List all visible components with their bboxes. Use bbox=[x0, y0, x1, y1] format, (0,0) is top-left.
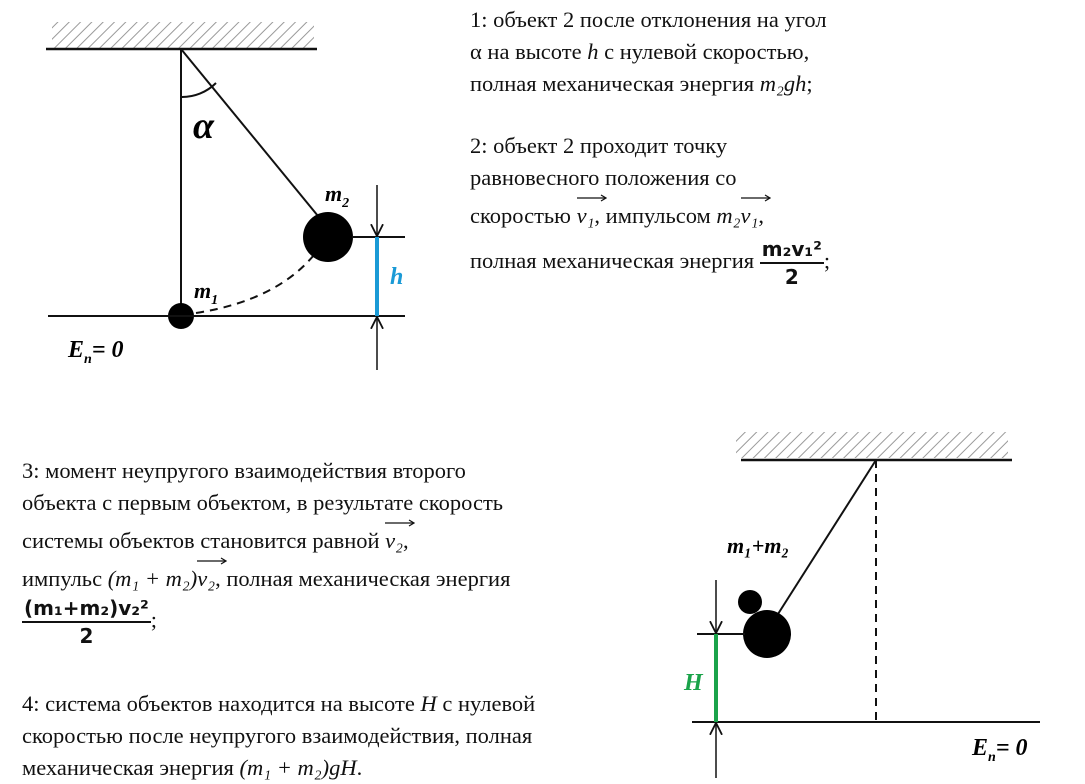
ball-combined-small bbox=[738, 590, 762, 614]
step-1-line-1: 1: объект 2 после отклонения на угол bbox=[470, 7, 827, 32]
m2-label: $m_2$ bbox=[325, 181, 350, 211]
alpha-label: α bbox=[193, 105, 215, 147]
step-3-line-1: 3: момент неупругого взаимодействия второго bbox=[22, 458, 466, 483]
step-3-line-5: $\frac{\text{(m₁+m₂)v₂²}}{2}$ ; bbox=[24, 596, 158, 648]
step-2-line-2: равновесного положения со bbox=[470, 165, 737, 190]
step-4-line-2: скоростью после неупругого взаимодействия, полная bbox=[22, 723, 533, 748]
pendulum-diagram-2 bbox=[683, 432, 1040, 778]
step-1-line-3: полная механическая энергия m₂gh; bbox=[470, 71, 813, 96]
vector-v1: v₁ bbox=[577, 194, 595, 232]
kinetic-energy-fraction-1: $\frac{\text{m₂v₁²}}{2}$ bbox=[761, 237, 822, 289]
step-3-line-3: системы объектов становится равной v₂, bbox=[22, 519, 510, 557]
deflected-string-2 bbox=[778, 460, 876, 614]
h-label: h bbox=[390, 264, 404, 290]
vector-v2-momentum: v₂ bbox=[197, 557, 215, 595]
vector-v1-momentum: v₁ bbox=[741, 194, 759, 232]
potential-zero-label-1: $E_п= 0$ bbox=[68, 337, 124, 367]
H-label: H bbox=[684, 670, 703, 696]
pendulum-diagram-1 bbox=[46, 22, 405, 370]
step-2-line-1: 2: объект 2 проходит точку bbox=[470, 133, 728, 158]
step-3-text bbox=[22, 455, 510, 649]
step-1-text bbox=[470, 4, 827, 100]
step-3-line-2: объекта с первым объектом, в результате скорость bbox=[22, 490, 504, 515]
ball-combined-large bbox=[743, 610, 791, 658]
step-4-line-3: механическая энергия (m₁ + m₂)gH. bbox=[22, 755, 363, 780]
step-3-line-4: импульс (m₁ + m₂) v₂, полная механическая энергия bbox=[22, 557, 510, 595]
step-4-text bbox=[22, 688, 535, 784]
vector-v2: v₂ bbox=[385, 519, 403, 557]
step-2-text bbox=[470, 130, 830, 290]
step-4-line-1: 4: система объектов находится на высоте H с нулевой bbox=[22, 691, 536, 716]
ceiling-hatch-1 bbox=[52, 22, 314, 48]
m1-label: $m_1$ bbox=[194, 278, 219, 308]
kinetic-energy-fraction-2: $\frac{\text{(m₁+m₂)v₂²}}{2}$ bbox=[24, 596, 149, 648]
combined-mass-label: m₁+m₂ bbox=[727, 533, 790, 558]
step-2-line-3: скоростью v₁, импульсом m₂ v₁, bbox=[470, 194, 830, 232]
step-1-line-2: α на высоте h с нулевой скоростью, bbox=[470, 39, 810, 64]
potential-zero-label-2: $E_п= 0$ bbox=[972, 735, 1028, 765]
step-2-line-4: полная механическая энергия $\frac{\text{m₂v₁²}}{2}$ ; bbox=[470, 237, 831, 289]
ceiling-hatch-2 bbox=[736, 432, 1008, 458]
ball-m2 bbox=[303, 212, 353, 262]
